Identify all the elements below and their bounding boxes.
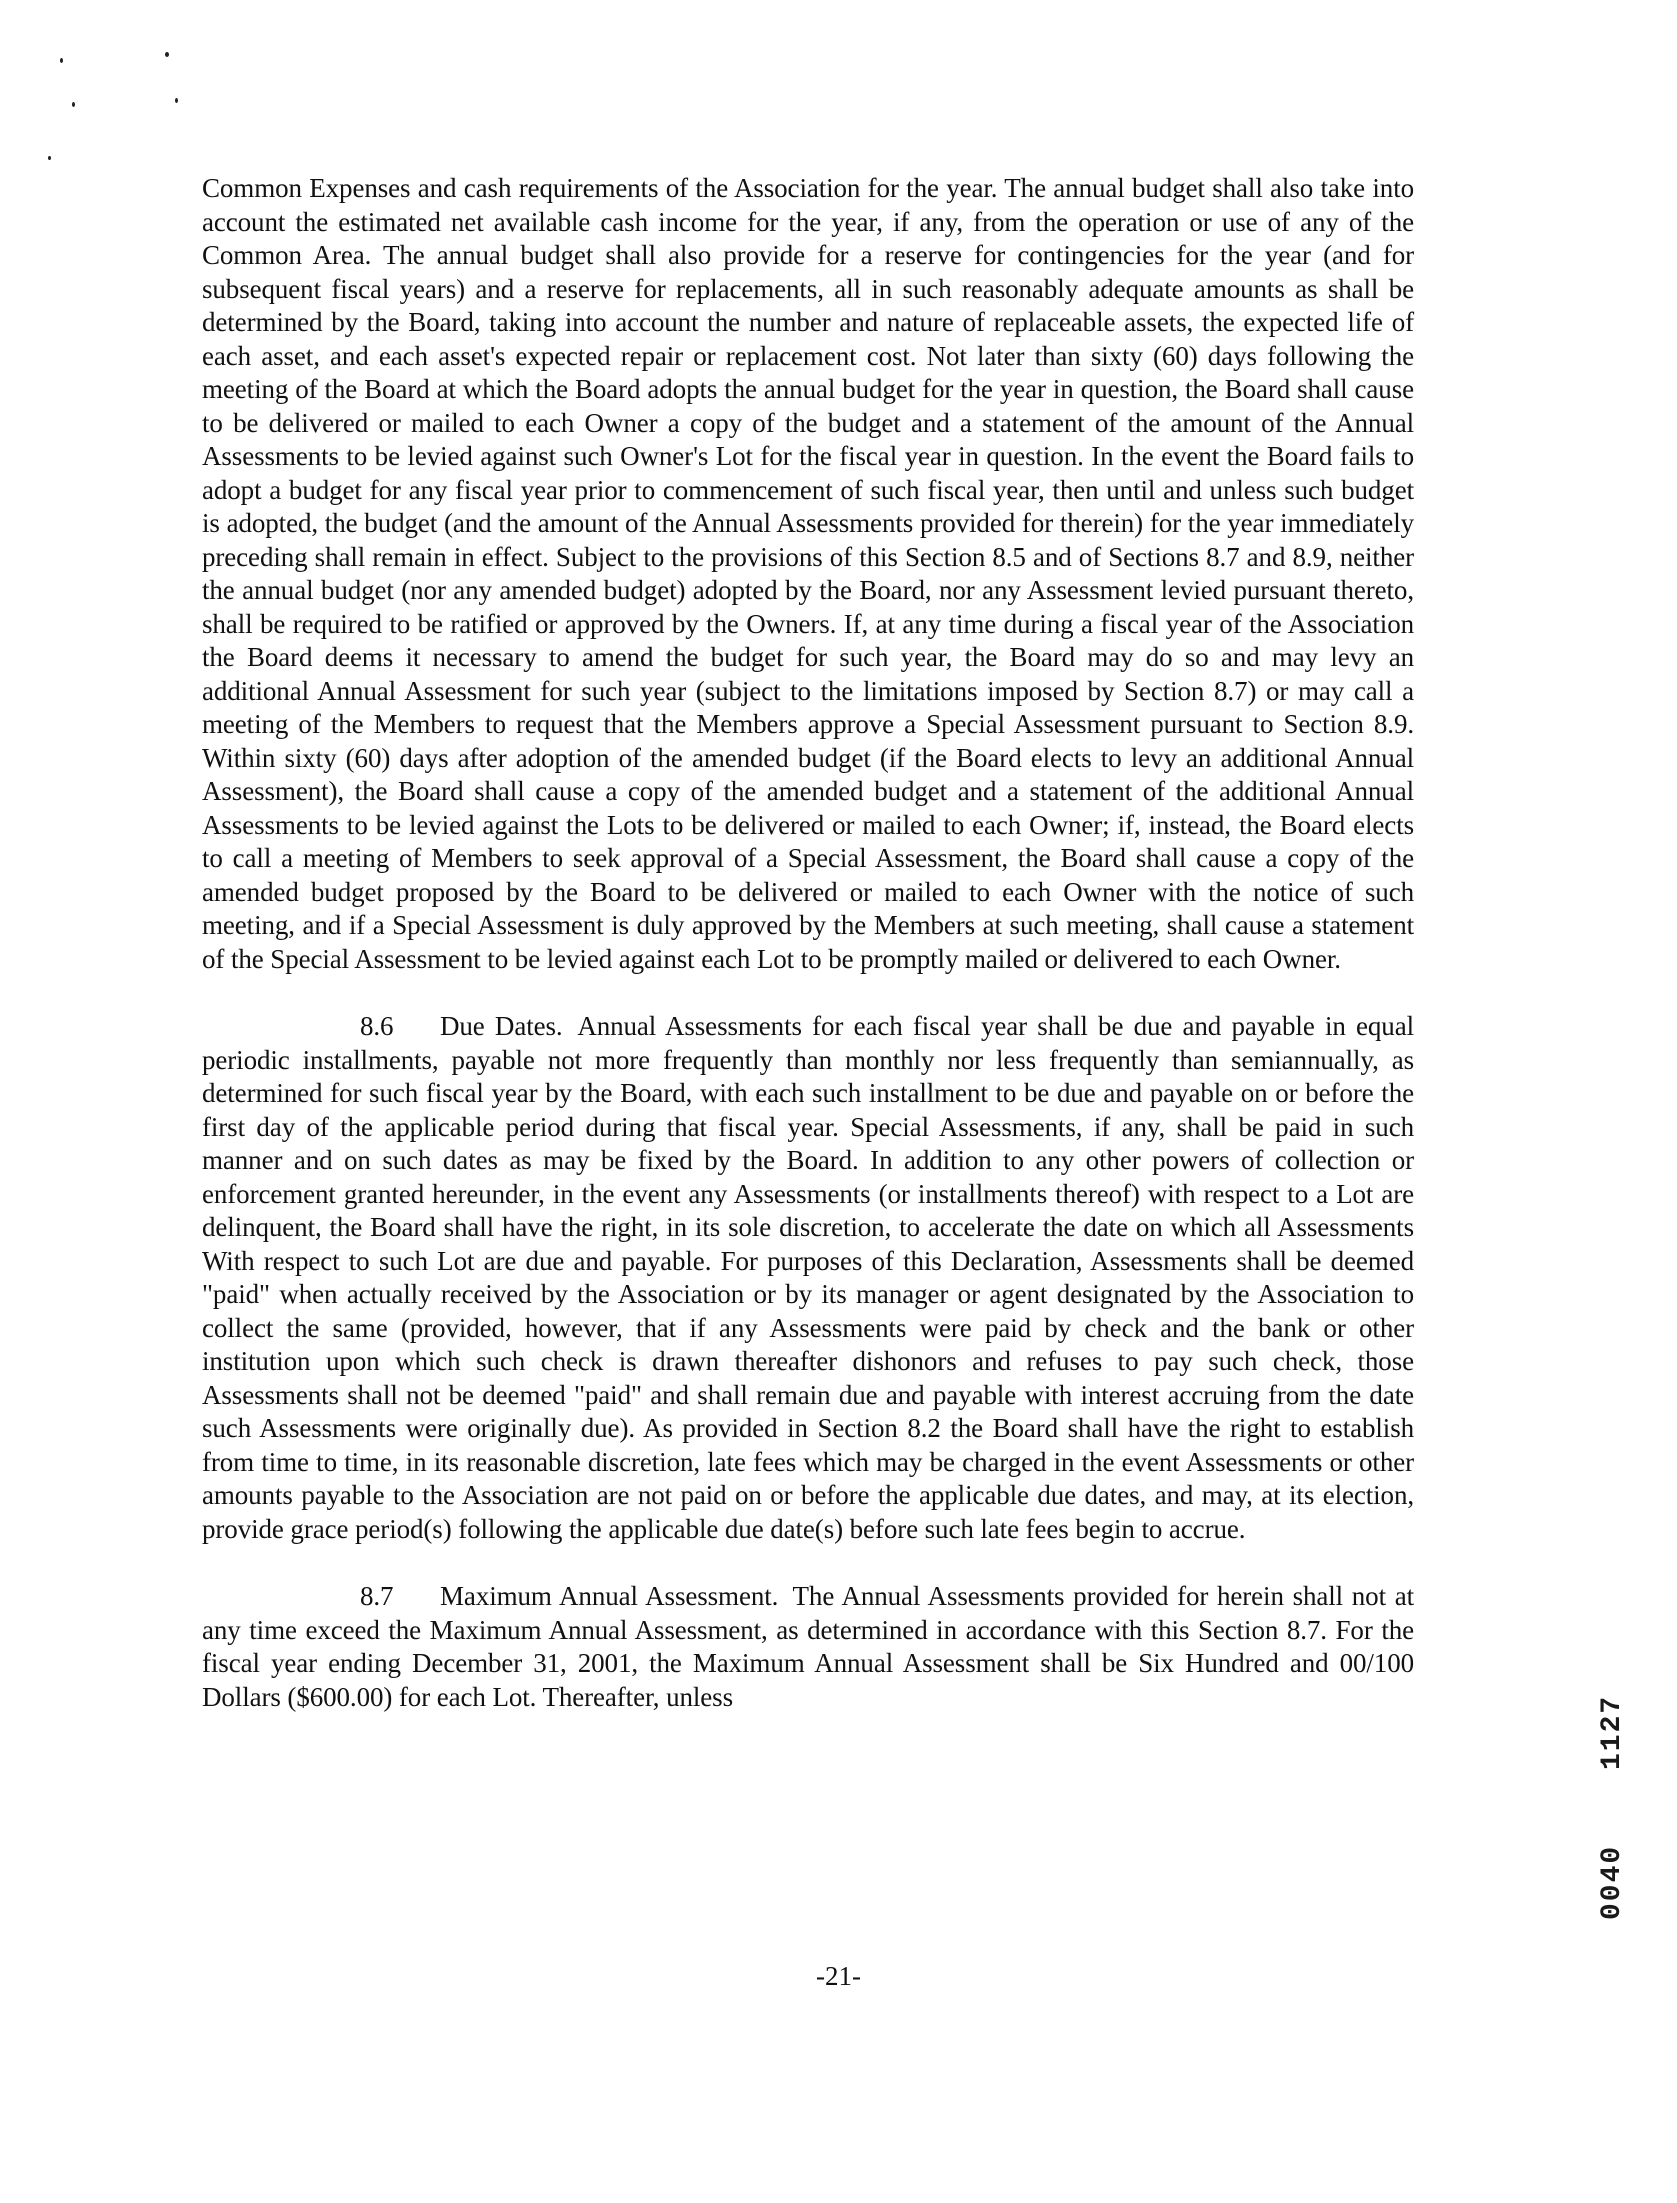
section-title: Due Dates. [440, 1011, 563, 1041]
section-body: The Annual Assessments provided for herein shall not at any time exceed the Maximum Annual Assessment, as determined in accordance with this Section 8.7. For the fiscal year ending December 31, 2001, the Maximum Annual Assessment shall be Six Hundred and 00/100 Dollars ($600.00) for each Lot. Thereafter, unless [202, 1581, 1414, 1712]
section-number: 8.7 [360, 1581, 394, 1611]
recording-stamp-page: 0040 [1597, 1844, 1628, 1920]
section-8-7-maximum-annual-assessment [202, 1580, 1414, 1714]
section-body: Annual Assessments for each fiscal year shall be due and payable in equal periodic installments, payable not more frequently than monthly nor less frequently than semiannually, as determined for such fiscal year by the Board, with each such installment to be due and payable on or before the first day of the applicable period during that fiscal year. Special Assessments, if any, shall be paid in such manner and on such dates as may be fixed by the Board. In addition to any other powers of collection or enforcement granted hereunder, in the event any Assessments (or installments thereof) with respect to a Lot are delinquent, the Board shall have the right, in its sole discretion, to accelerate the date on which all Assessments With respect to such Lot are due and payable. For purposes of this Declaration, Assessments shall be deemed "paid" when actually received by the Association or by its manager or agent designated by the Association to collect the same (provided, however, that if any Assessments were paid by check and the bank or other institution upon which such check is drawn thereafter dishonors and refuses to pay such check, those Assessments shall not be deemed "paid" and shall remain due and payable with interest accruing from the date such Assessments were originally due). As provided in Section 8.2 the Board shall have the right to establish from time to time, in its reasonable discretion, late fees which may be charged in the event Assessments or other amounts payable to the Association are not paid on or before the applicable due dates, and may, at its election, provide grace period(s) following the applicable due date(s) before such late fees begin to accrue. [202, 1011, 1414, 1544]
page-number: -21- [816, 1961, 861, 1991]
section-8-6-due-dates [202, 1010, 1414, 1546]
recording-stamp-book: 1127 [1597, 1694, 1628, 1770]
paragraph-budget-continuation: Common Expenses and cash requirements of the Association for the year. The annual budget shall also take into account the estimated net available cash income for the year, if any, from the operation or use of any of the Common Area. The annual budget shall also provide for a reserve for contingencies for the year (and for subsequent fiscal years) and a reserve for replacements, all in such reasonably adequate amounts as shall be determined by the Board, taking into account the number and nature of replaceable assets, the expected life of each asset, and each asset's expected repair or replacement cost. Not later than sixty (60) days following the meeting of the Board at which the Board adopts the annual budget for the year in question, the Board shall cause to be delivered or mailed to each Owner a copy of the budget and a statement of the amount of the Annual Assessments to be levied against such Owner's Lot for the fiscal year in question. In the event the Board fails to adopt a budget for any fiscal year prior to commencement of such fiscal year, then until and unless such budget is adopted, the budget (and the amount of the Annual Assessments provided for therein) for the year immediately preceding shall remain in effect. Subject to the provisions of this Section 8.5 and of Sections 8.7 and 8.9, neither the annual budget (nor any amended budget) adopted by the Board, nor any Assessment levied pursuant thereto, shall be required to be ratified or approved by the Owners. If, at any time during a fiscal year of the Association the Board deems it necessary to amend the budget for such year, the Board may do so and may levy an additional Annual Assessment for such year (subject to the limitations imposed by Section 8.7) or may call a meeting of the Members to request that the Members approve a Special Assessment pursuant to Section 8.9. Within sixty (60) days after adoption of the amended budget (if the Board elects to levy an additional Annual Assessment), the Board shall cause a copy of the amended budget and a statement of the additional Annual Assessments to be levied against the Lots to be delivered or mailed to each Owner; if, instead, the Board elects to call a meeting of Members to seek approval of a Special Assessment, the Board shall cause a copy of the amended budget proposed by the Board to be delivered or mailed to each Owner with the notice of such meeting, and if a Special Assessment is duly approved by the Members at such meeting, shall cause a statement of the Special Assessment to be levied against each Lot to be promptly mailed or delivered to each Owner. [202, 173, 1414, 974]
document-body [202, 172, 1414, 1748]
section-title: Maximum Annual Assessment. [440, 1581, 779, 1611]
section-number: 8.6 [360, 1011, 394, 1041]
